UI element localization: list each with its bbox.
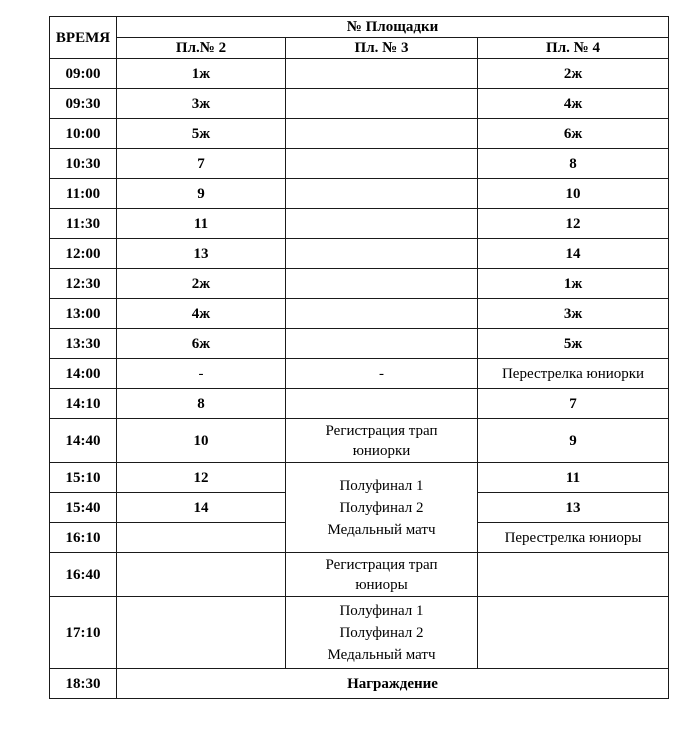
range-2-header: Пл.№ 2	[117, 38, 286, 59]
range-2-cell: 11	[117, 209, 286, 239]
time-cell: 12:30	[50, 269, 117, 299]
range-2-cell: 10	[117, 419, 286, 463]
finals-line: Полуфинал 2	[339, 624, 424, 641]
range-2-cell: 14	[117, 493, 286, 523]
range-4-cell: 3ж	[478, 299, 669, 329]
time-cell: 11:00	[50, 179, 117, 209]
range-3-cell	[286, 389, 478, 419]
range-3-cell	[286, 59, 478, 89]
range-4-cell: 2ж	[478, 59, 669, 89]
finals-line: Полуфинал 1	[339, 477, 424, 494]
range-3-cell	[286, 329, 478, 359]
range-2-cell: 5ж	[117, 119, 286, 149]
range-2-cell: 6ж	[117, 329, 286, 359]
time-cell: 14:10	[50, 389, 117, 419]
range-4-cell	[478, 553, 669, 597]
table-row	[50, 299, 669, 329]
range-4-cell: 9	[478, 419, 669, 463]
time-cell: 18:30	[50, 669, 117, 699]
time-cell: 12:00	[50, 239, 117, 269]
time-cell: 10:00	[50, 119, 117, 149]
range-3-cell	[286, 209, 478, 239]
table-row	[50, 389, 669, 419]
range-2-cell: 13	[117, 239, 286, 269]
header-row-bottom	[50, 38, 669, 59]
table-row	[50, 597, 669, 669]
schedule-table	[49, 16, 669, 699]
table-row	[50, 59, 669, 89]
table-row	[50, 669, 669, 699]
range-3-cell	[286, 179, 478, 209]
range-3-header: Пл. № 3	[286, 38, 478, 59]
table-row	[50, 209, 669, 239]
range-2-cell: 3ж	[117, 89, 286, 119]
range-2-cell: 7	[117, 149, 286, 179]
range-4-cell: 5ж	[478, 329, 669, 359]
range-2-cell: 8	[117, 389, 286, 419]
time-cell: 14:00	[50, 359, 117, 389]
time-cell: 14:40	[50, 419, 117, 463]
time-cell: 15:10	[50, 463, 117, 493]
range-2-cell: 2ж	[117, 269, 286, 299]
range-3-cell	[286, 269, 478, 299]
range-3-cell	[286, 419, 478, 463]
header-row-top	[50, 17, 669, 38]
time-cell: 09:30	[50, 89, 117, 119]
range-2-cell: 1ж	[117, 59, 286, 89]
registration-line: Регистрация трап	[325, 556, 438, 573]
table-row	[50, 149, 669, 179]
range-4-cell: 1ж	[478, 269, 669, 299]
table-row	[50, 119, 669, 149]
finals-line: Полуфинал 1	[339, 602, 424, 619]
award-ceremony-cell: Награждение	[117, 669, 669, 699]
table-row	[50, 463, 669, 493]
time-cell: 13:00	[50, 299, 117, 329]
range-3-cell	[286, 597, 478, 669]
range-4-cell: 7	[478, 389, 669, 419]
range-2-cell: 9	[117, 179, 286, 209]
table-row	[50, 269, 669, 299]
time-cell: 13:30	[50, 329, 117, 359]
range-4-cell: 10	[478, 179, 669, 209]
range-4-cell: Перестрелка юниорки	[478, 359, 669, 389]
range-4-cell: Перестрелка юниоры	[478, 523, 669, 553]
range-4-cell: 12	[478, 209, 669, 239]
registration-line: юниорки	[352, 442, 411, 459]
time-column-header: ВРЕМЯ	[50, 17, 117, 59]
range-2-cell: 4ж	[117, 299, 286, 329]
range-3-cell: -	[286, 359, 478, 389]
registration-line: Регистрация трап	[325, 422, 438, 439]
time-cell: 15:40	[50, 493, 117, 523]
range-2-cell: 12	[117, 463, 286, 493]
time-cell: 10:30	[50, 149, 117, 179]
table-row	[50, 553, 669, 597]
range-3-cell	[286, 239, 478, 269]
range-2-cell: -	[117, 359, 286, 389]
registration-line: юниоры	[355, 576, 408, 593]
range-3-cell	[286, 299, 478, 329]
table-row	[50, 239, 669, 269]
finals-line: Полуфинал 2	[339, 499, 424, 516]
table-row	[50, 359, 669, 389]
range-2-cell	[117, 523, 286, 553]
time-cell: 16:10	[50, 523, 117, 553]
range-4-cell: 11	[478, 463, 669, 493]
range-4-header: Пл. № 4	[478, 38, 669, 59]
table-row	[50, 419, 669, 463]
table-row	[50, 329, 669, 359]
range-4-cell: 14	[478, 239, 669, 269]
range-4-cell: 6ж	[478, 119, 669, 149]
time-cell: 11:30	[50, 209, 117, 239]
range-4-cell: 8	[478, 149, 669, 179]
time-cell: 16:40	[50, 553, 117, 597]
range-4-cell: 13	[478, 493, 669, 523]
table-row	[50, 179, 669, 209]
range-3-cell	[286, 553, 478, 597]
range-2-cell	[117, 553, 286, 597]
table-row	[50, 89, 669, 119]
ranges-group-header: № Площадки	[117, 17, 669, 38]
range-3-cell	[286, 149, 478, 179]
finals-line: Медальный матч	[327, 646, 436, 663]
finals-block	[286, 463, 478, 553]
range-4-cell	[478, 597, 669, 669]
time-cell: 17:10	[50, 597, 117, 669]
range-3-cell	[286, 119, 478, 149]
finals-line: Медальный матч	[327, 521, 436, 538]
range-3-cell	[286, 89, 478, 119]
time-cell: 09:00	[50, 59, 117, 89]
range-2-cell	[117, 597, 286, 669]
range-4-cell: 4ж	[478, 89, 669, 119]
